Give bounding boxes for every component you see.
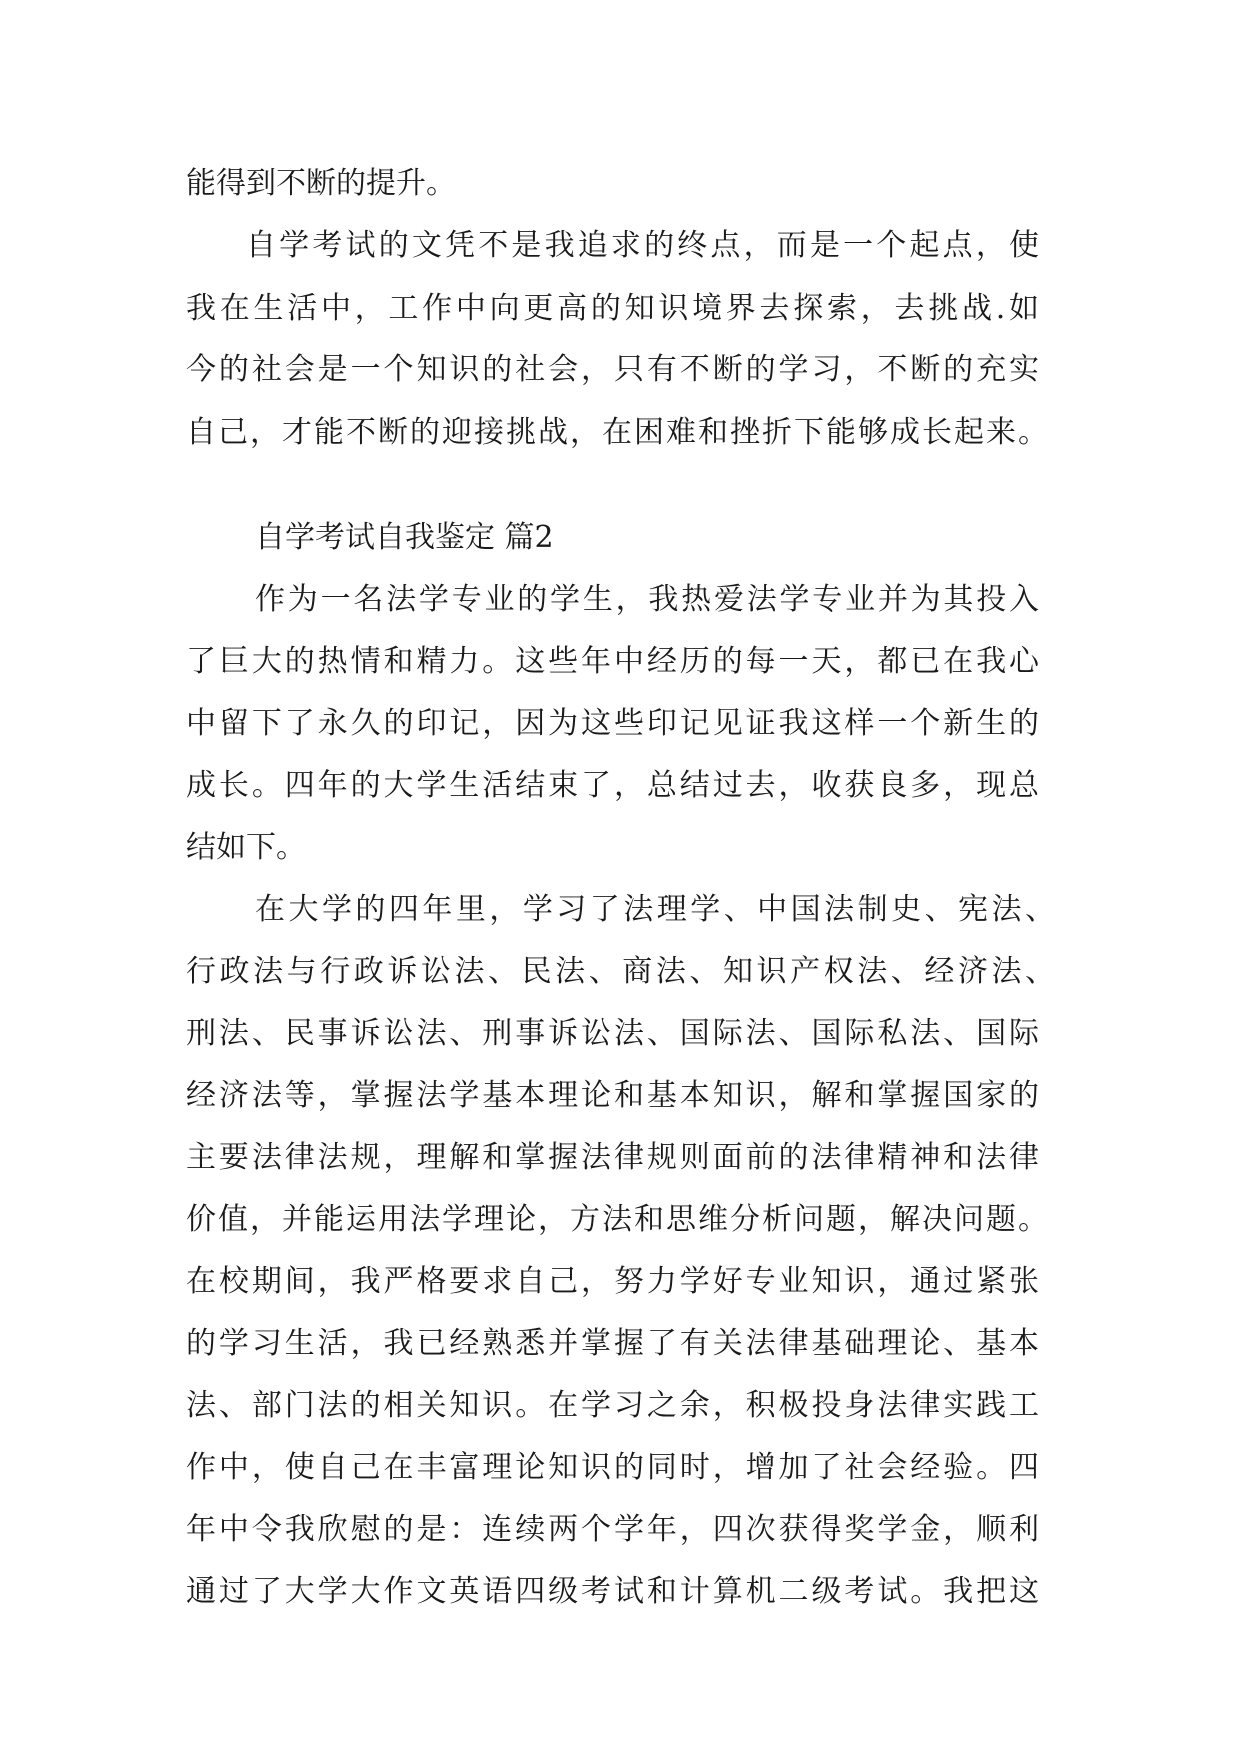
paragraph-line: 通过了大学大作文英语四级考试和计算机二级考试。我把这: [186, 1574, 1039, 1609]
paragraph-line: 作中，使自己在丰富理论知识的同时，增加了社会经验。四: [186, 1450, 1039, 1485]
paragraph-line: 结如下。: [186, 830, 306, 865]
paragraph-line: 主要法律法规，理解和掌握法律规则面前的法律精神和法律: [186, 1140, 1039, 1175]
text-line: 能得到不断的提升。: [186, 166, 456, 201]
paragraph-line: 刑法、民事诉讼法、刑事诉讼法、国际法、国际私法、国际: [186, 1016, 1039, 1051]
paragraph-line: 成长。四年的大学生活结束了，总结过去，收获良多，现总: [186, 768, 1039, 803]
paragraph-line: 法、部门法的相关知识。在学习之余，积极投身法律实践工: [186, 1388, 1039, 1423]
paragraph-line: 今的社会是一个知识的社会，只有不断的学习，不断的充实: [186, 352, 1039, 387]
paragraph-line: 在大学的四年里，学习了法理学、中国法制史、宪法、: [255, 892, 1055, 927]
paragraph-line: 年中令我欣慰的是：连续两个学年，四次获得奖学金，顺利: [186, 1512, 1039, 1547]
paragraph-line: 自学考试的文凭不是我追求的终点，而是一个起点，使: [246, 228, 1039, 263]
paragraph-line: 我在生活中，工作中向更高的知识境界去探索，去挑战.如: [186, 291, 1039, 326]
paragraph-line: 的学习生活，我已经熟悉并掌握了有关法律基础理论、基本: [186, 1326, 1039, 1361]
paragraph-line: 经济法等，掌握法学基本理论和基本知识，解和掌握国家的: [186, 1078, 1039, 1113]
paragraph-line: 自己，才能不断的迎接挑战，在困难和挫折下能够成长起来。: [186, 415, 1048, 450]
paragraph-line: 作为一名法学专业的学生，我热爱法学专业并为其投入: [255, 582, 1039, 617]
section-heading: 自学考试自我鉴定 篇2: [255, 520, 554, 555]
paragraph-line: 价值，并能运用法学理论，方法和思维分析问题，解决问题。: [186, 1202, 1048, 1237]
paragraph-line: 中留下了永久的印记，因为这些印记见证我这样一个新生的: [186, 706, 1039, 741]
paragraph-line: 在校期间，我严格要求自己，努力学好专业知识，通过紧张: [186, 1264, 1039, 1299]
paragraph-line: 了巨大的热情和精力。这些年中经历的每一天，都已在我心: [186, 644, 1039, 679]
paragraph-line: 行政法与行政诉讼法、民法、商法、知识产权法、经济法、: [186, 954, 1055, 989]
